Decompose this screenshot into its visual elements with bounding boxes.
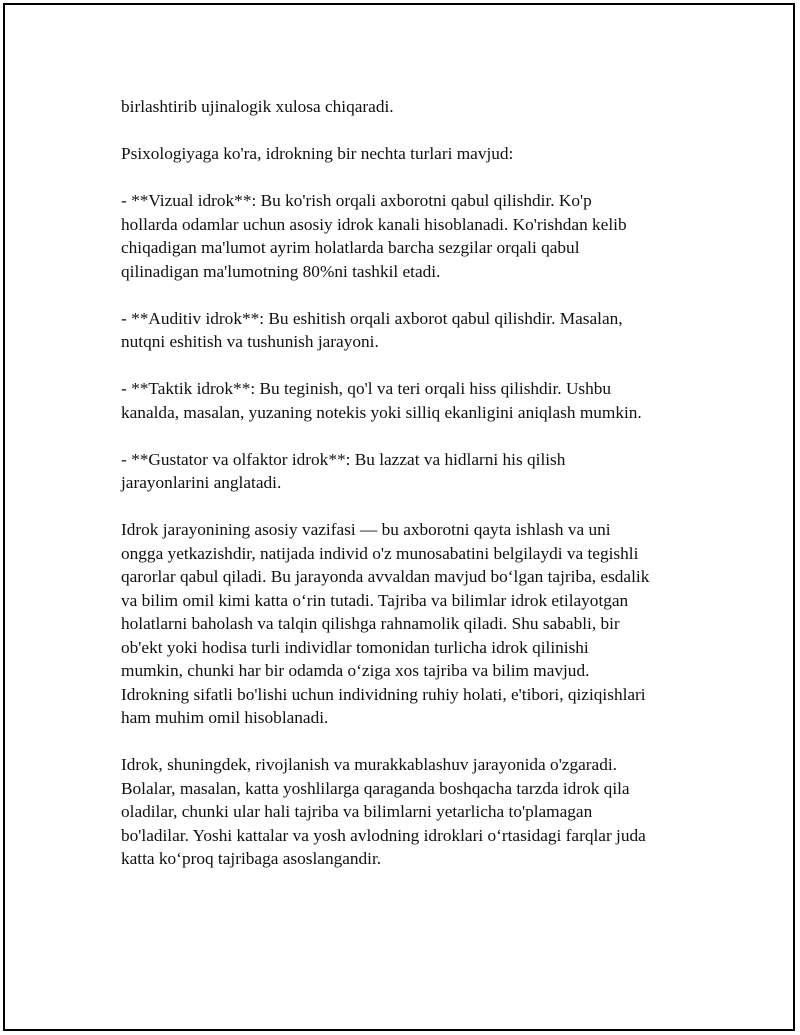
list-item-gustatory-olfactory-perception: - **Gustator va olfaktor idrok**: Bu lazzat va hidlarni his qilish jarayonlarini anglatadi. xyxy=(121,449,566,492)
list-item-visual-perception: - **Vizual idrok**: Bu ko'rish orqali axborotni qabul qilishdir. Ko'p hollarda odamlar uchun asosiy idrok kanali hisoblanadi. Ko'rishdan kelib chiqadigan ma'lumot ayrim holatlarda barcha sezgilar orqali qabul qilinadigan ma'lumotning 80%ni tashkil etadi. xyxy=(121,191,627,281)
page-frame xyxy=(3,3,795,1031)
paragraph-intro-continuation: birlashtirib ujinalogik xulosa chiqaradi. xyxy=(121,97,394,116)
list-item-auditory-perception: - **Auditiv idrok**: Bu eshitish orqali axborot qabul qilishdir. Masalan, nutqni eshitish va tushunish jarayoni. xyxy=(121,308,623,351)
paragraph-perception-function: Idrok jarayonining asosiy vazifasi — bu axborotni qayta ishlash va uni ongga yetkazishdir, natijada individ o'z munosabatini belgilaydi va tegishli qarorlar qabul qiladi. Bu jarayonda avvaldan mavjud bo‘lgan tajriba, esdalik va bilim omil kimi katta o‘rin tutadi. Tajriba va bilimlar idrok etilayotgan holatlarni baholash va talqin qilishga rahnamolik qiladi. Shu sababli, bir ob'ekt yoki hodisa turli individlar tomonidan turlicha idrok qilinishi mumkin, chunki har bir odamda o‘ziga xos tajriba va bilim mavjud. Idrokning sifatli bo'lishi uchun individning ruhiy holati, e'tibori, qiziqishlari ham muhim omil hisoblanadi. xyxy=(121,520,650,727)
paragraph-perception-types-intro: Psixologiyaga ko'ra, idrokning bir nechta turlari mavjud: xyxy=(121,144,514,163)
document-body xyxy=(121,95,701,894)
paragraph-perception-development: Idrok, shuningdek, rivojlanish va murakkablashuv jarayonida o'zgaradi. Bolalar, masalan, katta yoshlilarga qaraganda boshqacha tarzda idrok qila oladilar, chunki ular hali tajriba va bilimlarni yetarlicha to'plamagan bo'ladilar. Yoshi kattalar va yosh avlodning idroklari o‘rtasidagi farqlar juda katta ko‘proq tajribaga asoslangandir. xyxy=(121,755,646,868)
list-item-tactile-perception: - **Taktik idrok**: Bu teginish, qo'l va teri orqali hiss qilishdir. Ushbu kanalda, masalan, yuzaning notekis yoki silliq ekanligini aniqlash mumkin. xyxy=(121,379,642,422)
